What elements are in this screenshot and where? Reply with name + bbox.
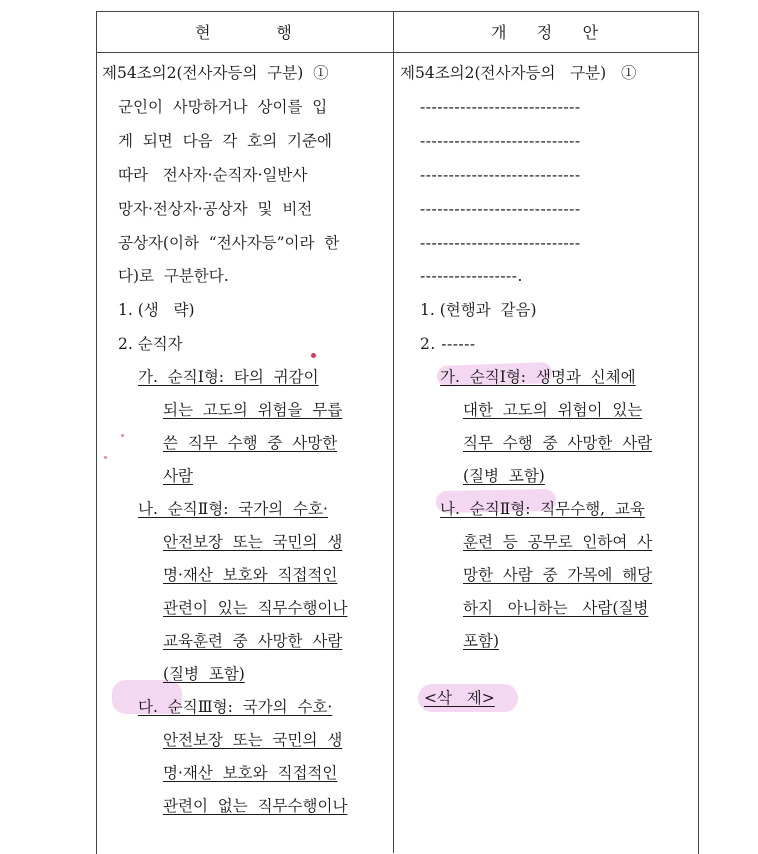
left-text-line: 관련이 있는 직무수행이나 [163, 599, 348, 617]
unchanged-dashes: ---------------------------- [420, 200, 581, 218]
left-text-line: 공상자(이하 “전사자등”이라 한 [118, 234, 340, 252]
left-text-line: 망자·전상자·공상자 및 비전 [118, 200, 313, 218]
left-text-line: 쓴 직무 수행 중 사망한 [163, 434, 338, 452]
unchanged-dashes: ---------------------------- [420, 234, 581, 252]
item-2-revised: 2. ------ [420, 335, 476, 353]
right-text-line: (질병 포함) [463, 467, 545, 485]
subitem-da-current: 다. 순직Ⅲ형: 국가의 수호· [138, 698, 333, 716]
left-text-line: 명·재산 보호와 직접적인 [163, 764, 338, 782]
right-text-line: 훈련 등 공무로 인하여 사 [463, 533, 653, 551]
left-text-line: 관련이 없는 직무수행이나 [163, 797, 348, 815]
unchanged-dashes: ---------------------------- [420, 166, 581, 184]
current-column-header: 현 행 [195, 23, 294, 42]
revised-column-header: 개 정 안 [490, 23, 601, 42]
left-text-line: 따라 전사자·순직자·일반사 [118, 166, 308, 184]
column-divider [393, 11, 394, 853]
item-1-revised: 1. (현행과 같음) [420, 301, 537, 319]
unchanged-dashes: ---------------------------- [420, 98, 581, 116]
subitem-na-revised: 나. 순직Ⅱ형: 직무수행, 교육 [440, 500, 645, 518]
article-heading: 제54조의2(전사자등의 구분) ① [102, 64, 329, 82]
subitem-na-current: 나. 순직Ⅱ형: 국가의 수호· [138, 500, 328, 518]
article-heading-revised: 제54조의2(전사자등의 구분) ① [400, 64, 637, 82]
subitem-ga-revised: 가. 순직Ⅰ형: 생명과 신체에 [440, 368, 636, 386]
left-text-line: 다)로 구분한다. [118, 267, 229, 285]
right-text-line: 대한 고도의 위험이 있는 [463, 401, 643, 419]
deleted-marker: <삭 제> [424, 689, 495, 707]
item-1-current: 1. (생 략) [118, 301, 195, 319]
unchanged-dashes: ---------------------------- [420, 132, 581, 150]
right-text-line: 포함) [463, 632, 499, 650]
ink-dot [104, 456, 107, 459]
left-text-line: 명·재산 보호와 직접적인 [163, 566, 338, 584]
left-text-line: 되는 고도의 위험을 무릅 [163, 401, 343, 419]
right-text-line: 직무 수행 중 사망한 사람 [463, 434, 653, 452]
ink-dot [121, 434, 124, 437]
left-text-line: 게 되면 다음 각 호의 기준에 [118, 132, 332, 150]
left-text-line: 군인이 사망하거나 상이를 입 [118, 98, 328, 116]
header-divider [96, 52, 698, 53]
left-text-line: 교육훈련 중 사망한 사람 [163, 632, 343, 650]
left-text-line: 사람 [163, 467, 193, 485]
item-2-current: 2. 순직자 [118, 335, 183, 353]
right-text-line: 망한 사람 중 가목에 해당 [463, 566, 653, 584]
right-text-line: 하지 아니하는 사람(질병 [463, 599, 649, 617]
left-text-line: 안전보장 또는 국민의 생 [163, 533, 343, 551]
subitem-ga-current: 가. 순직Ⅰ형: 타의 귀감이 [138, 368, 319, 386]
left-text-line: (질병 포함) [163, 665, 245, 683]
left-text-line: 안전보장 또는 국민의 생 [163, 731, 343, 749]
unchanged-dashes: -----------------. [420, 267, 523, 285]
ink-dot [311, 353, 316, 358]
